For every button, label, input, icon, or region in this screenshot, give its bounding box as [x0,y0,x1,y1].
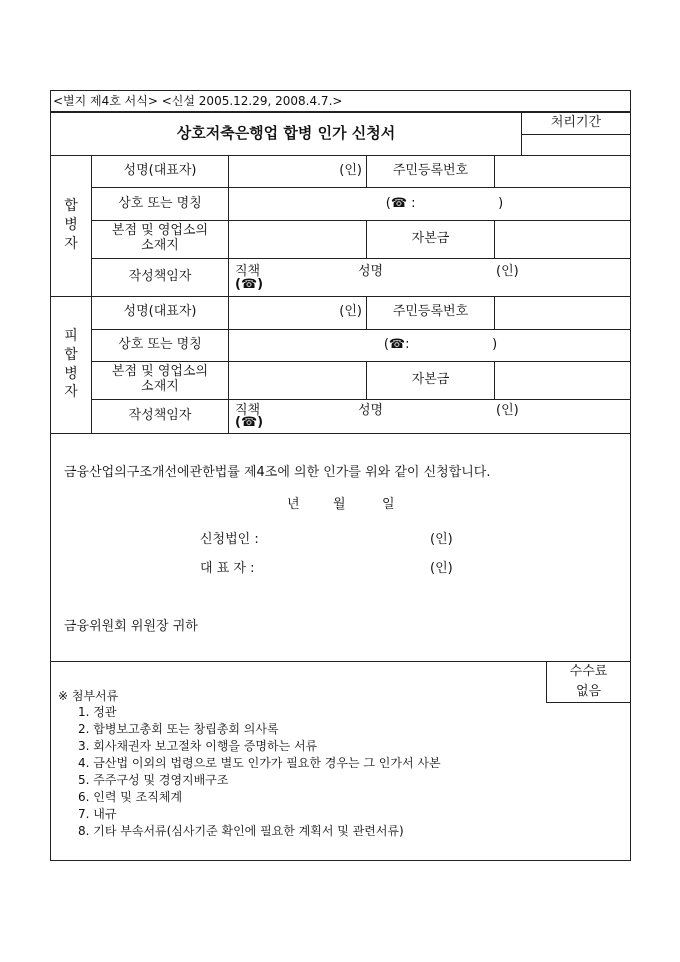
merged-company-label: 상호 또는 명칭 [118,337,202,353]
merged-manager-name-label: 성명 [358,403,384,418]
merged-manager-phone: (☎) [235,415,264,430]
merging-position-label: 직책 [235,264,261,279]
processing-period-value [522,135,630,155]
merging-capital-field[interactable] [495,221,630,257]
merged-phone: (☎: ) [383,337,498,353]
date-year: 년 [287,497,300,512]
merged-address-field[interactable] [229,362,366,398]
merging-id-label: 주민등록번호 [392,162,469,178]
attachments-list [78,704,441,840]
merged-name-label: 성명(대표자) [123,304,197,320]
addressee: 금융위원회 위원장 귀하 [64,619,198,634]
merging-manager-label: 작성책임자 [128,269,192,285]
merging-party-group-label: 합 병 자 [64,198,78,252]
merging-manager-name-label: 성명 [358,264,384,279]
attachments-title: ※ 첨부서류 [58,689,119,703]
merging-id-field[interactable] [495,155,630,187]
representative-seal[interactable]: (인) [430,561,453,576]
applicant-label: 신청법인 : [200,532,259,547]
merging-phone: (☎ : ) [385,195,504,211]
list-item: 8. 기타 부속서류(심사기준 확인에 필요한 계획서 및 관련서류) [78,824,404,838]
list-item: 2. 합병보고총회 또는 창립총회 의사록 [78,722,279,736]
merged-capital-label: 자본금 [411,371,450,387]
merging-name-field[interactable] [229,155,366,187]
list-item: 1. 정관 [78,705,117,719]
merged-manager-label: 작성책임자 [128,408,192,424]
list-item: 6. 인력 및 조직체계 [78,790,183,804]
fee-label: 수수료 [569,663,608,679]
form-title: 상호저축은행업 합병 인가 신청서 [176,124,396,143]
merged-id-label: 주민등록번호 [392,304,469,320]
merged-position-label: 직책 [235,403,261,418]
merged-capital-field[interactable] [495,362,630,398]
merging-address-label: 본점 및 영업소의 소재지 [111,223,209,253]
date-day: 일 [382,497,395,512]
list-item: 4. 금산법 이외의 법령으로 별도 인가가 필요한 경우는 그 인가서 사본 [78,756,441,770]
merged-address-label: 본점 및 영업소의 소재지 [111,364,209,394]
merging-company-label: 상호 또는 명칭 [118,195,202,211]
merging-address-field[interactable] [229,221,366,257]
merging-seal: (인) [339,162,362,178]
form-label: <별지 제4호 서식> <신설 2005.12.29, 2008.4.7.> [53,94,343,108]
list-item: 3. 회사채권자 보고절차 이행을 증명하는 서류 [78,739,318,753]
merged-seal: (인) [339,304,362,320]
fee-value: 없음 [575,683,602,699]
date-month: 월 [333,497,346,512]
representative-label: 대 표 자 : [200,561,255,576]
merging-capital-label: 자본금 [411,230,450,246]
list-item: 5. 주주구성 및 경영지배구조 [78,773,229,787]
merged-id-field[interactable] [495,297,630,328]
application-statement: 금융산업의구조개선에관한법률 제4조에 의한 인가를 위와 같이 신청합니다. [64,465,491,480]
merging-manager-seal: (인) [496,264,519,279]
merged-company-field[interactable] [229,330,630,361]
merged-name-field[interactable] [229,297,366,328]
merged-manager-seal: (인) [496,403,519,418]
merging-company-field[interactable] [229,188,630,220]
merging-manager-phone: (☎) [235,277,264,292]
processing-period-label: 처리기간 [550,115,602,131]
list-item: 7. 내규 [78,807,117,821]
merging-name-label: 성명(대표자) [123,162,197,178]
merged-party-group-label: 피 합 병 자 [64,327,78,401]
applicant-seal[interactable]: (인) [430,532,453,547]
